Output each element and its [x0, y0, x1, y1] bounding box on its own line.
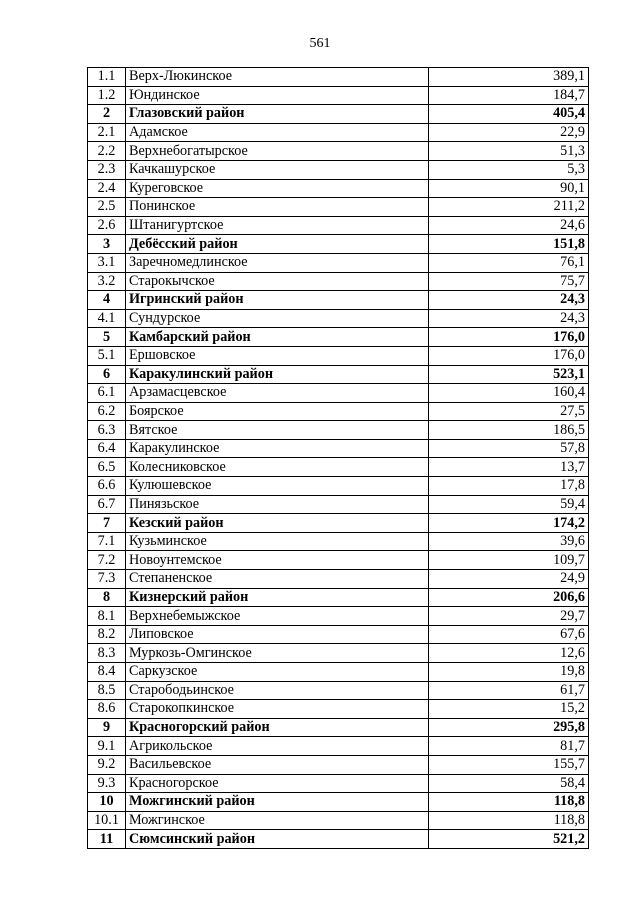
row-name-cell: Кулюшевское: [126, 477, 429, 496]
row-value-cell: 523,1: [429, 365, 589, 384]
row-name-cell: Колесниковское: [126, 458, 429, 477]
page-number: 561: [309, 36, 331, 51]
row-name-cell: Старободьинское: [126, 681, 429, 700]
row-number-cell: 6: [88, 365, 126, 384]
row-value-cell: 57,8: [429, 439, 589, 458]
row-number-cell: 7.2: [88, 551, 126, 570]
row-number-cell: 6.3: [88, 421, 126, 440]
row-number-cell: 3.2: [88, 272, 126, 291]
settlement-row: [88, 179, 589, 198]
settlement-row: [88, 272, 589, 291]
settlement-row: [88, 86, 589, 105]
settlement-row: [88, 439, 589, 458]
row-value-cell: 67,6: [429, 625, 589, 644]
row-name-cell: Агрикольское: [126, 737, 429, 756]
row-value-cell: 15,2: [429, 700, 589, 719]
row-value-cell: 58,4: [429, 774, 589, 793]
row-name-cell: Кузьминское: [126, 532, 429, 551]
settlement-row: [88, 700, 589, 719]
row-number-cell: 6.6: [88, 477, 126, 496]
settlement-row: [88, 755, 589, 774]
row-name-cell: Куреговское: [126, 179, 429, 198]
settlement-row: [88, 644, 589, 663]
row-number-cell: 1.1: [88, 68, 126, 87]
row-value-cell: 39,6: [429, 532, 589, 551]
settlement-row: [88, 495, 589, 514]
row-name-cell: Верхнебогатырское: [126, 142, 429, 161]
settlement-row: [88, 68, 589, 87]
settlement-row: [88, 625, 589, 644]
row-value-cell: 160,4: [429, 384, 589, 403]
settlement-row: [88, 216, 589, 235]
row-value-cell: 51,3: [429, 142, 589, 161]
row-value-cell: 29,7: [429, 607, 589, 626]
district-row: [88, 291, 589, 310]
settlement-row: [88, 346, 589, 365]
row-number-cell: 4.1: [88, 309, 126, 328]
district-row: [88, 588, 589, 607]
row-name-cell: Саркузское: [126, 663, 429, 682]
row-number-cell: 2.1: [88, 123, 126, 142]
settlement-row: [88, 309, 589, 328]
district-row: [88, 793, 589, 812]
row-name-cell: Кезский район: [126, 514, 429, 533]
row-number-cell: 1.2: [88, 86, 126, 105]
row-name-cell: Липовское: [126, 625, 429, 644]
district-row: [88, 514, 589, 533]
row-value-cell: 186,5: [429, 421, 589, 440]
row-name-cell: Штанигуртское: [126, 216, 429, 235]
row-name-cell: Глазовский район: [126, 105, 429, 124]
allocation-table: [87, 67, 589, 849]
row-number-cell: 10.1: [88, 811, 126, 830]
row-value-cell: 176,0: [429, 328, 589, 347]
row-name-cell: Муркозь-Омгинское: [126, 644, 429, 663]
row-name-cell: Красногорский район: [126, 718, 429, 737]
row-name-cell: Вятское: [126, 421, 429, 440]
row-number-cell: 4: [88, 291, 126, 310]
district-row: [88, 718, 589, 737]
row-value-cell: 405,4: [429, 105, 589, 124]
row-number-cell: 8: [88, 588, 126, 607]
row-number-cell: 9.1: [88, 737, 126, 756]
row-name-cell: Ершовское: [126, 346, 429, 365]
row-name-cell: Старокычское: [126, 272, 429, 291]
row-name-cell: Можгинский район: [126, 793, 429, 812]
row-value-cell: 184,7: [429, 86, 589, 105]
row-name-cell: Кизнерский район: [126, 588, 429, 607]
row-number-cell: 6.1: [88, 384, 126, 403]
row-value-cell: 81,7: [429, 737, 589, 756]
row-number-cell: 2.5: [88, 198, 126, 217]
row-number-cell: 8.5: [88, 681, 126, 700]
row-number-cell: 7.1: [88, 532, 126, 551]
row-name-cell: Юндинское: [126, 86, 429, 105]
row-number-cell: 10: [88, 793, 126, 812]
row-number-cell: 9: [88, 718, 126, 737]
row-value-cell: 61,7: [429, 681, 589, 700]
row-number-cell: 3: [88, 235, 126, 254]
settlement-row: [88, 458, 589, 477]
settlement-row: [88, 198, 589, 217]
row-value-cell: 118,8: [429, 811, 589, 830]
row-number-cell: 9.2: [88, 755, 126, 774]
row-value-cell: 27,5: [429, 402, 589, 421]
settlement-row: [88, 402, 589, 421]
row-name-cell: Пинязьское: [126, 495, 429, 514]
row-value-cell: 118,8: [429, 793, 589, 812]
row-number-cell: 6.7: [88, 495, 126, 514]
row-value-cell: 206,6: [429, 588, 589, 607]
row-number-cell: 6.4: [88, 439, 126, 458]
row-number-cell: 2: [88, 105, 126, 124]
row-number-cell: 2.2: [88, 142, 126, 161]
row-number-cell: 3.1: [88, 253, 126, 272]
row-name-cell: Понинское: [126, 198, 429, 217]
row-name-cell: Качкашурское: [126, 160, 429, 179]
settlement-row: [88, 551, 589, 570]
row-value-cell: 13,7: [429, 458, 589, 477]
row-number-cell: 6.2: [88, 402, 126, 421]
settlement-row: [88, 570, 589, 589]
settlement-row: [88, 532, 589, 551]
row-value-cell: 75,7: [429, 272, 589, 291]
row-name-cell: Игринский район: [126, 291, 429, 310]
row-value-cell: 174,2: [429, 514, 589, 533]
row-value-cell: 22,9: [429, 123, 589, 142]
settlement-row: [88, 607, 589, 626]
row-number-cell: 7.3: [88, 570, 126, 589]
row-name-cell: Адамское: [126, 123, 429, 142]
row-value-cell: 90,1: [429, 179, 589, 198]
row-name-cell: Каракулинский район: [126, 365, 429, 384]
row-value-cell: 24,3: [429, 309, 589, 328]
settlement-row: [88, 421, 589, 440]
settlement-row: [88, 160, 589, 179]
row-number-cell: 6.5: [88, 458, 126, 477]
district-row: [88, 328, 589, 347]
row-number-cell: 5.1: [88, 346, 126, 365]
row-name-cell: Боярское: [126, 402, 429, 421]
row-number-cell: 8.2: [88, 625, 126, 644]
row-name-cell: Старокопкинское: [126, 700, 429, 719]
row-value-cell: 19,8: [429, 663, 589, 682]
row-value-cell: 521,2: [429, 830, 589, 849]
settlement-row: [88, 123, 589, 142]
row-number-cell: 8.4: [88, 663, 126, 682]
row-name-cell: Арзамасцевское: [126, 384, 429, 403]
row-number-cell: 7: [88, 514, 126, 533]
row-number-cell: 8.6: [88, 700, 126, 719]
row-value-cell: 155,7: [429, 755, 589, 774]
row-value-cell: 5,3: [429, 160, 589, 179]
row-number-cell: 8.3: [88, 644, 126, 663]
settlement-row: [88, 142, 589, 161]
row-value-cell: 59,4: [429, 495, 589, 514]
row-value-cell: 12,6: [429, 644, 589, 663]
row-name-cell: Красногорское: [126, 774, 429, 793]
row-number-cell: 8.1: [88, 607, 126, 626]
row-value-cell: 295,8: [429, 718, 589, 737]
row-name-cell: Новоунтемское: [126, 551, 429, 570]
row-number-cell: 2.4: [88, 179, 126, 198]
row-value-cell: 24,3: [429, 291, 589, 310]
district-row: [88, 235, 589, 254]
settlement-row: [88, 477, 589, 496]
row-name-cell: Каракулинское: [126, 439, 429, 458]
row-name-cell: Васильевское: [126, 755, 429, 774]
row-value-cell: 211,2: [429, 198, 589, 217]
row-name-cell: Верх-Люкинское: [126, 68, 429, 87]
row-name-cell: Заречномедлинское: [126, 253, 429, 272]
settlement-row: [88, 774, 589, 793]
settlement-row: [88, 663, 589, 682]
row-number-cell: 11: [88, 830, 126, 849]
row-number-cell: 9.3: [88, 774, 126, 793]
row-value-cell: 389,1: [429, 68, 589, 87]
row-value-cell: 176,0: [429, 346, 589, 365]
settlement-row: [88, 811, 589, 830]
row-name-cell: Можгинское: [126, 811, 429, 830]
row-value-cell: 109,7: [429, 551, 589, 570]
settlement-row: [88, 737, 589, 756]
table-body: [88, 68, 589, 849]
row-value-cell: 24,9: [429, 570, 589, 589]
row-number-cell: 2.6: [88, 216, 126, 235]
settlement-row: [88, 384, 589, 403]
row-value-cell: 17,8: [429, 477, 589, 496]
row-name-cell: Сюмсинский район: [126, 830, 429, 849]
row-name-cell: Сундурское: [126, 309, 429, 328]
row-value-cell: 151,8: [429, 235, 589, 254]
district-row: [88, 365, 589, 384]
settlement-row: [88, 253, 589, 272]
row-number-cell: 2.3: [88, 160, 126, 179]
district-row: [88, 105, 589, 124]
row-value-cell: 76,1: [429, 253, 589, 272]
row-number-cell: 5: [88, 328, 126, 347]
row-name-cell: Верхнебемыжское: [126, 607, 429, 626]
row-name-cell: Камбарский район: [126, 328, 429, 347]
row-value-cell: 24,6: [429, 216, 589, 235]
settlement-row: [88, 681, 589, 700]
row-name-cell: Степаненское: [126, 570, 429, 589]
district-row: [88, 830, 589, 849]
row-name-cell: Дебёсский район: [126, 235, 429, 254]
